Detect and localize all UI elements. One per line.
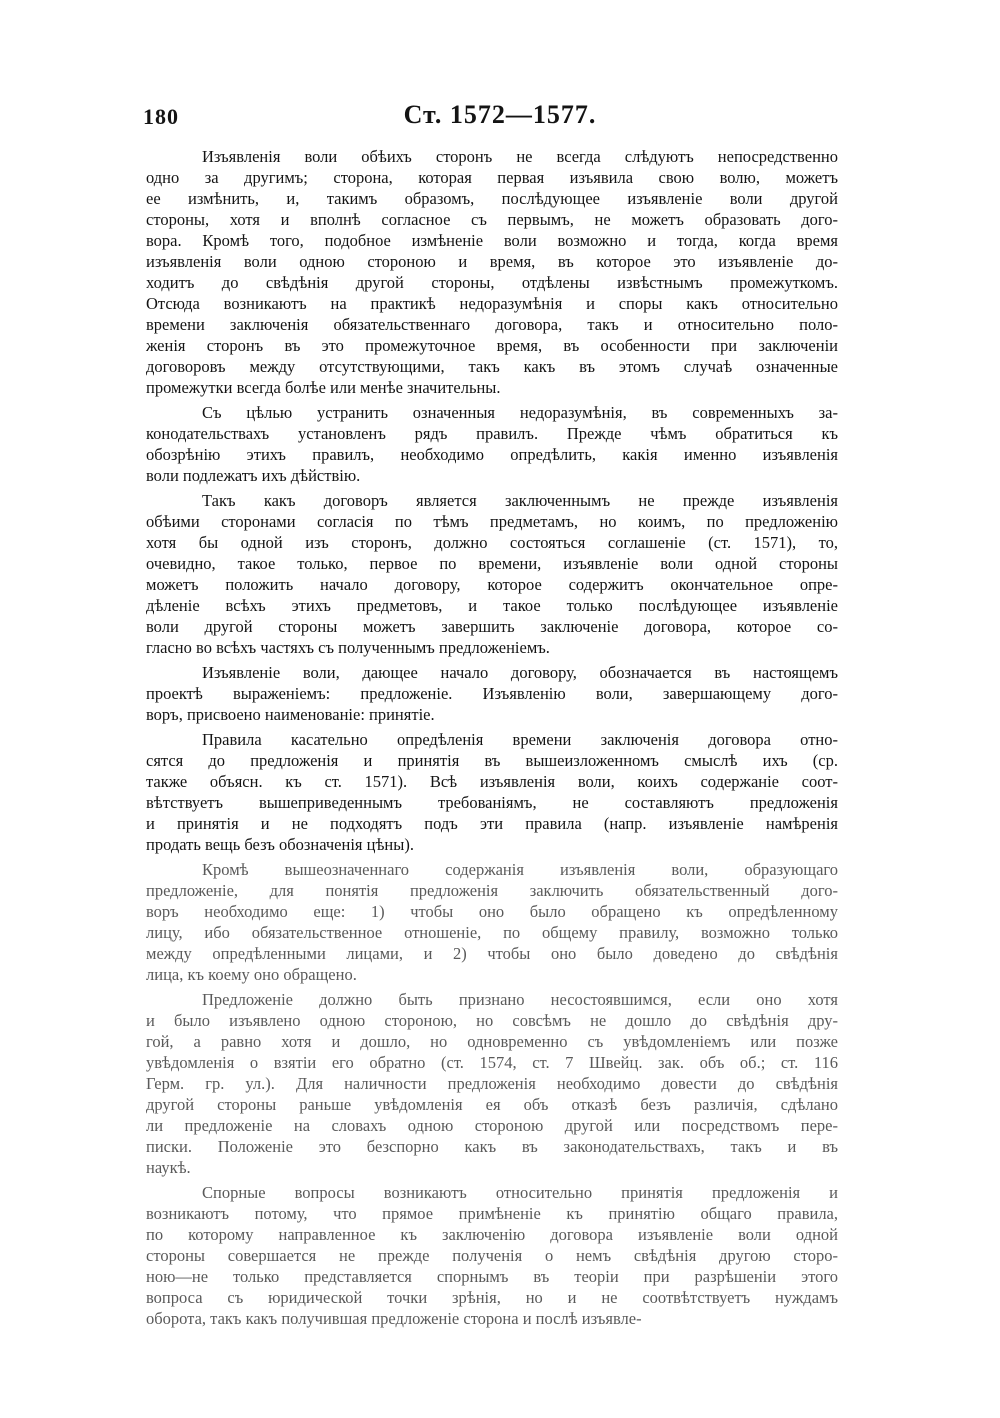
text-line: ною—не только представляется спорнымъ въ теоріи при разрѣшеніи этого [146, 1267, 838, 1286]
text-line: одно за другимъ; сторона, которая первая изъявила свою волю, можетъ [146, 168, 838, 187]
paragraph-5 [146, 729, 838, 855]
text-line: продать вещь безъ обозначенія цѣны). [146, 835, 414, 854]
text-line: женія сторонъ въ это промежуточное время, въ особенности при заключеніи [146, 336, 838, 355]
text-line: между опредѣленными лицами, и 2) чтобы оно было доведено до свѣдѣнія [146, 944, 838, 963]
text-line: писки. Положеніе это безспорно какъ въ законодательствахъ, такъ и въ [146, 1137, 838, 1156]
text-line: Отсюда возникаютъ на практикѣ недоразумѣнія и споры какъ относительно [146, 294, 838, 313]
text-line: времени заключенія обязательственнаго договора, такъ и относительно поло- [146, 315, 838, 334]
text-line: ее измѣнить, и, такимъ образомъ, послѣдующее изъявленіе воли другой [146, 189, 838, 208]
text-line: гласно во всѣхъ частяхъ съ полученнымъ предложеніемъ. [146, 638, 550, 657]
paragraph-1 [146, 146, 838, 398]
text-line: воръ необходимо еще: 1) чтобы оно было обращено къ опредѣленному [146, 902, 838, 921]
text-line: по которому направленное къ заключенію договора изъявленіе воли одной [146, 1225, 838, 1244]
text-line: стороны совершается не прежде полученія о немъ свѣдѣнія другою сторо- [146, 1246, 838, 1265]
text-line: воли подлежатъ ихъ дѣйствію. [146, 466, 361, 485]
text-line: и принятія и не подходятъ подъ эти правила (напр. изъявленіе намѣренія [146, 814, 838, 833]
paragraph-6 [146, 859, 838, 985]
text-line: Герм. гр. ул.). Для наличности предложенія необходимо довести до свѣдѣнія [146, 1074, 838, 1093]
page-header: Ст. 1572—1577. [403, 100, 597, 129]
text-line: ходитъ до свѣдѣнія другой стороны, отдѣлены извѣстнымъ промежуткомъ. [146, 273, 838, 292]
text-line: воръ, присвоено наименованіе: принятіе. [146, 705, 435, 724]
text-line: Такъ какъ договоръ является заключеннымъ не прежде изъявленія [202, 491, 838, 510]
text-line: воли другой стороны можетъ завершить заключеніе договора, которое со- [146, 617, 838, 636]
text-line: возникаютъ потому, что прямое примѣненіе къ принятію общаго правила, [146, 1204, 838, 1223]
text-line: гой, а равно хотя и дошло, но одновременно съ увѣдомленіемъ или позже [146, 1032, 838, 1051]
paragraph-3 [146, 490, 838, 658]
text-line: Правила касательно опредѣленія времени заключенія договора отно- [202, 730, 838, 749]
text-line: и было изъявлено одною стороною, но совсѣмъ не дошло до свѣдѣнія дру- [146, 1011, 838, 1030]
body-text [146, 146, 838, 1333]
text-line: другой стороны раньше увѣдомленія ея объ отказѣ безъ различія, сдѣлано [146, 1095, 838, 1114]
text-line: предложеніе, для понятія предложенія заключить обязательственный дого- [146, 881, 838, 900]
text-line: оборота, такъ какъ получившая предложеніе сторона и послѣ изъявле- [146, 1309, 642, 1328]
text-line: лица, къ коему оно обращено. [146, 965, 357, 984]
text-line: лицу, ибо обязательственное отношеніе, по общему правилу, возможно только [146, 923, 838, 942]
paragraph-4 [146, 662, 838, 725]
text-line: также объясн. къ ст. 1571). Всѣ изъявленія воли, коихъ содержаніе соот- [146, 772, 838, 791]
text-line: наукѣ. [146, 1158, 191, 1177]
text-line: обозрѣнію этихъ правилъ, необходимо опредѣлить, какія именно изъявленія [146, 445, 838, 464]
text-line: Изъявленія воли обѣихъ сторонъ не всегда слѣдуютъ непосредственно [202, 147, 838, 166]
text-line: очевидно, такое только, первое по времени, изъявленіе воли одной стороны [146, 554, 838, 573]
text-line: стороны, хотя и вполнѣ согласное съ первымъ, не можетъ образовать дого- [146, 210, 838, 229]
text-line: увѣдомленія о взятіи его обратно (ст. 1574, ст. 7 Швейц. зак. объ об.; ст. 116 [146, 1053, 838, 1072]
text-line: можетъ положить начало договору, которое содержитъ окончательное опре- [146, 575, 838, 594]
text-line: ли предложеніе на словахъ одною стороною другой или посредствомъ пере- [146, 1116, 838, 1135]
text-line: Предложеніе должно быть признано несостоявшимся, если оно хотя [202, 990, 838, 1009]
text-line: промежутки всегда болѣе или менѣе значительны. [146, 378, 501, 397]
text-line: дѣленіе всѣхъ этихъ предметовъ, и такое только послѣдующее изъявленіе [146, 596, 838, 615]
text-line: вопроса съ юридической точки зрѣнія, но и не соотвѣтствуетъ нуждамъ [146, 1288, 838, 1307]
paragraph-2 [146, 402, 838, 486]
paragraph-8 [146, 1182, 838, 1329]
text-line: Съ цѣлью устранить означенныя недоразумѣнія, въ современныхъ за- [202, 403, 838, 422]
text-line: Кромѣ вышеозначеннаго содержанія изъявленія воли, образующаго [202, 860, 838, 879]
text-line: Спорные вопросы возникаютъ относительно принятія предложенія и [202, 1183, 838, 1202]
text-line: конодательствахъ установленъ рядъ правилъ. Прежде чѣмъ обратиться къ [146, 424, 838, 443]
paragraph-7 [146, 989, 838, 1178]
text-line: сятся до предложенія и принятія въ вышеизложенномъ смыслѣ ихъ (ср. [146, 751, 838, 770]
text-line: изъявленія воли одною стороною и время, въ которое это изъявленіе до- [146, 252, 838, 271]
text-line: вѣтствуетъ вышеприведеннымъ требованіямъ, не составляютъ предложенія [146, 793, 838, 812]
text-line: вора. Кромѣ того, подобное измѣненіе воли возможно и тогда, когда время [146, 231, 838, 250]
text-line: проектѣ выраженіемъ: предложеніе. Изъявленію воли, завершающему дого- [146, 684, 838, 703]
text-line: хотя бы одной изъ сторонъ, должно состояться соглашеніе (ст. 1571), то, [146, 533, 838, 552]
page-number: 180 [143, 104, 179, 129]
text-line: обѣими сторонами согласія по тѣмъ предметамъ, но коимъ, по предложенію [146, 512, 838, 531]
text-line: договоровъ между отсутствующими, такъ какъ въ этомъ случаѣ означенные [146, 357, 838, 376]
text-line: Изъявленіе воли, дающее начало договору, обозначается въ настоящемъ [202, 663, 838, 682]
